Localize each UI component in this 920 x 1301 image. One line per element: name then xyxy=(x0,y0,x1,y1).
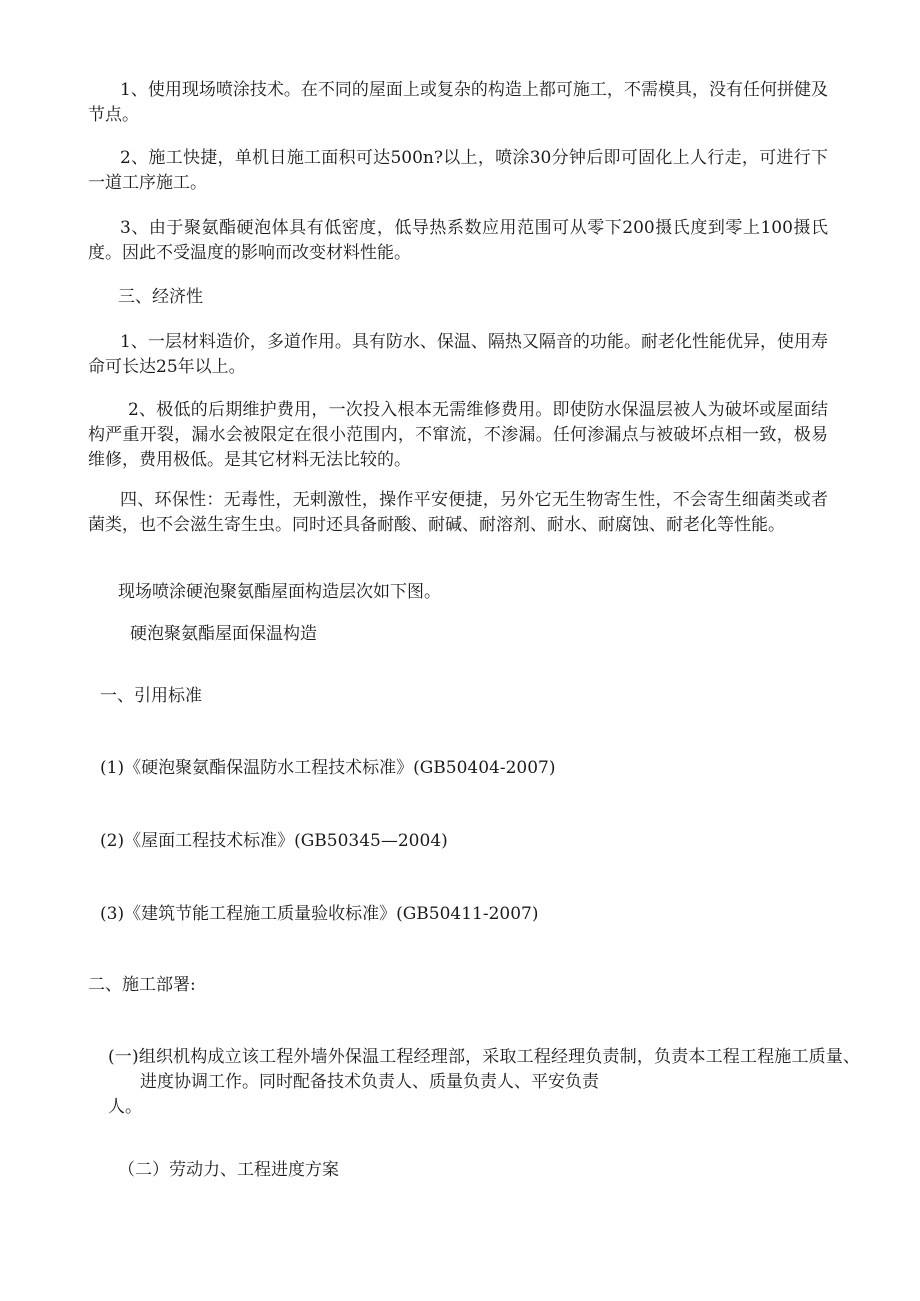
paragraph-structure-intro: 现场喷涂硬泡聚氨酯屋面构造层次如下图。 xyxy=(118,582,441,602)
paragraph-organization-end: 人。 xyxy=(108,1097,142,1117)
reference-item-1: (1)《硬泡聚氨酯保温防水工程技术标准》(GB50404-2007) xyxy=(100,758,556,778)
paragraph-environmental: 四、环保性：无毒性，无剌激性，操作平安便捷，另外它无生物寄生性，不会寄生细菌类或者菌类，也不会滋生寄生虫。同时还具备耐酸、耐碱、耐溶剂、耐水、耐腐蚀、耐老化等性能。 xyxy=(88,490,828,535)
reference-item-2: (2)《屋面工程技术标准》(GB50345—2004) xyxy=(100,831,448,851)
heading-economy: 三、经济性 xyxy=(118,287,203,307)
heading-references: 一、引用标准 xyxy=(100,686,202,706)
paragraph-advantage-1: 1、使用现场喷涂技术。在不同的屋面上或复杂的构造上都可施工，不需模具，没有任何拼健及节点。 xyxy=(88,80,828,125)
heading-labor-schedule: （二）劳动力、工程进度方案 xyxy=(118,1160,339,1180)
paragraph-organization-text: (一)组织机构成立该工程外墙外保温工程经理部，采取工程经理负责制，负责本工程工程施工质量、进度协调工作。同时配备技术负责人、质量负责人、平安负责 xyxy=(108,1047,860,1092)
reference-item-3: (3)《建筑节能工程施工质量验收标准》(GB50411-2007) xyxy=(100,904,539,924)
paragraph-economy-2: 2、极低的后期维护费用，一次投入根本无需维修费用。即使防水保温层被人为破坏或屋面结构严重开裂，漏水会被限定在很小范围内，不窜流，不渗漏。任何渗漏点与被破坏点相一致，极易维修，费用极低。是其它材料无法比较的。 xyxy=(88,400,828,470)
paragraph-organization xyxy=(108,1045,860,1120)
paragraph-advantage-2: 2、施工快捷，单机日施工面积可达500n?以上，喷涂30分钟后即可固化上人行走，可进行下一道工序施工。 xyxy=(88,148,828,193)
figure-caption: 硬泡聚氨酯屋面保温构造 xyxy=(130,624,317,644)
paragraph-economy-1: 1、一层材料造价，多道作用。具有防水、保温、隔热又隔音的功能。耐老化性能优异，使用寿命可长达25年以上。 xyxy=(88,332,828,377)
heading-deployment: 二、施工部署: xyxy=(88,975,196,995)
paragraph-advantage-3: 3、由于聚氨酯硬泡体具有低密度，低导热系数应用范围可从零下200摄氏度到零上100摄氏度。因此不受温度的影响而改变材料性能。 xyxy=(88,218,828,263)
